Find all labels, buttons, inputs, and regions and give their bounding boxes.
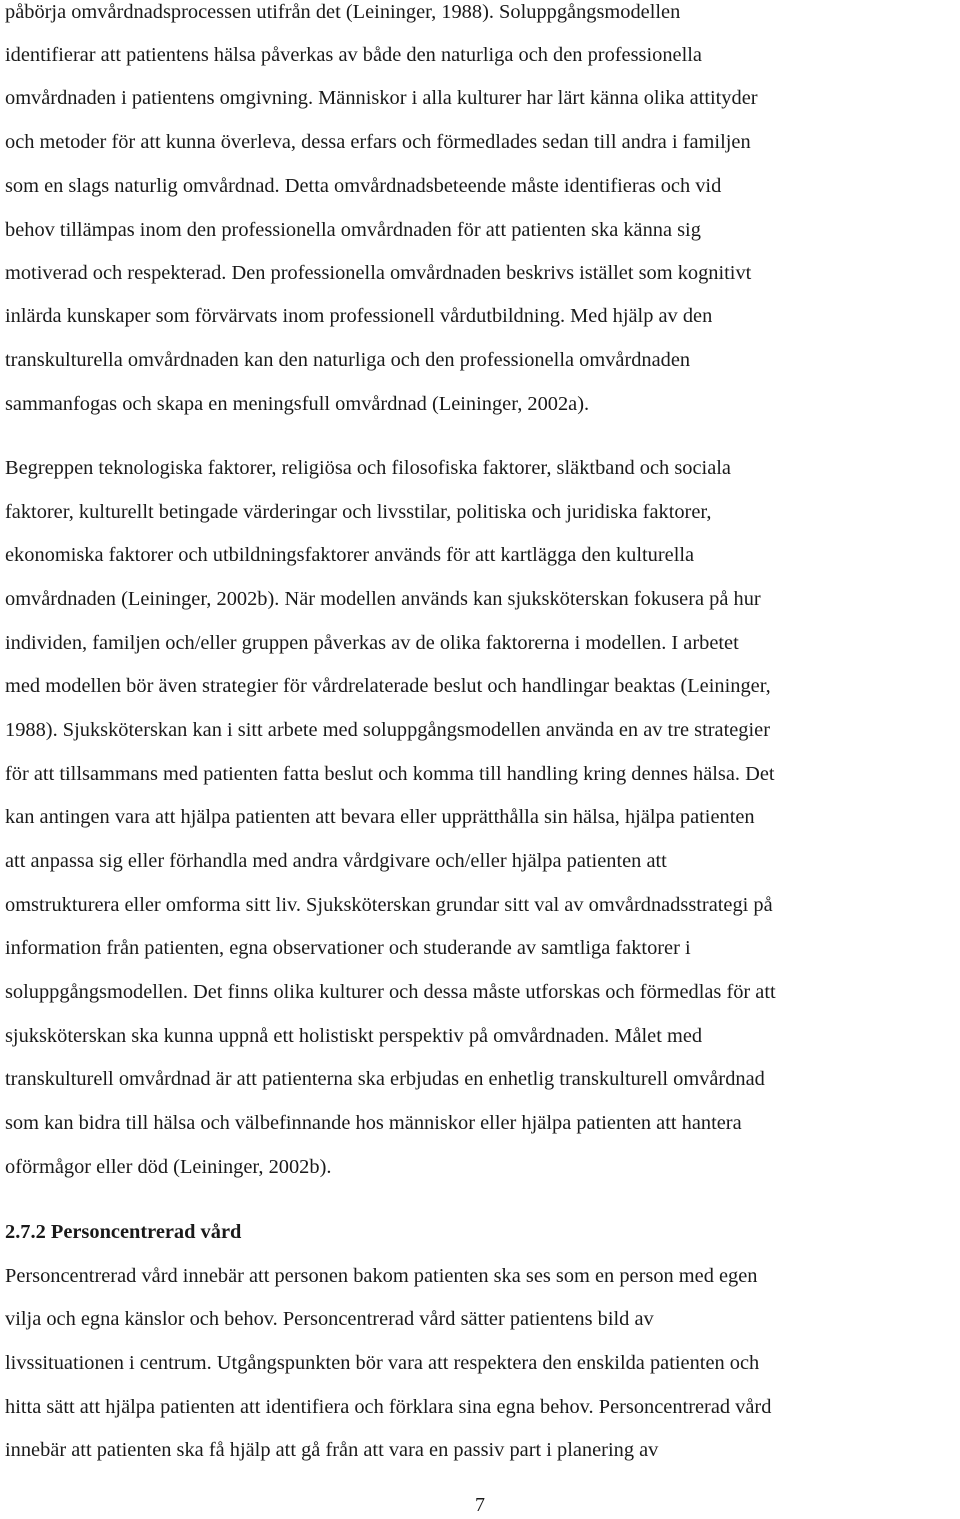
text-line: omvårdnaden i patientens omgivning. Människor i alla kulturer har lärt känna olika attityder (5, 87, 758, 109)
text-line: motiverad och respekterad. Den professionella omvårdnaden beskrivs istället som kognitivt (5, 262, 752, 284)
text-line: hitta sätt att hjälpa patienten att identifiera och förklara sina egna behov. Personcentrerad vård (5, 1396, 772, 1418)
text-line: omstrukturera eller omforma sitt liv. Sjuksköterskan grundar sitt val av omvårdnadsstrategi på (5, 894, 773, 916)
text-line: soluppgångsmodellen. Det finns olika kulturer och dessa måste utforskas och förmedlas för att (5, 981, 776, 1003)
text-line: ekonomiska faktorer och utbildningsfaktorer används för att kartlägga den kulturella (5, 544, 695, 566)
text-line: Begreppen teknologiska faktorer, religiösa och filosofiska faktorer, släktband och sociala (5, 457, 731, 479)
text-line: livssituationen i centrum. Utgångspunkten bör vara att respektera den enskilda patienten och (5, 1352, 760, 1374)
text-line: innebär att patienten ska få hjälp att gå från att vara en passiv part i planering av (5, 1439, 659, 1461)
text-line: individen, familjen och/eller gruppen påverkas av de olika faktorerna i modellen. I arbetet (5, 632, 739, 654)
text-line: med modellen bör även strategier för vårdrelaterade beslut och handlingar beaktas (Leininger, (5, 675, 771, 697)
text-line: 1988). Sjuksköterskan kan i sitt arbete med soluppgångsmodellen använda en av tre strategier (5, 719, 771, 741)
text-line: identifierar att patientens hälsa påverkas av både den naturliga och den professionella (5, 44, 702, 66)
text-line: sjuksköterskan ska kunna uppnå ett holistiskt perspektiv på omvårdnaden. Målet med (5, 1025, 703, 1047)
text-line: information från patienten, egna observationer och studerande av samtliga faktorer i (5, 937, 691, 959)
text-line: vilja och egna känslor och behov. Personcentrerad vård sätter patientens bild av (5, 1308, 654, 1330)
text-line: behov tillämpas inom den professionella omvårdnaden för att patienten ska känna sig (5, 219, 701, 241)
text-line: och metoder för att kunna överleva, dessa erfars och förmedlades sedan till andra i familjen (5, 131, 751, 153)
text-line: som en slags naturlig omvårdnad. Detta omvårdnadsbeteende måste identifieras och vid (5, 175, 722, 197)
page-number: 7 (475, 1494, 485, 1516)
text-line: att anpassa sig eller förhandla med andra vårdgivare och/eller hjälpa patienten att (5, 850, 667, 872)
text-line: transkulturella omvårdnaden kan den naturliga och den professionella omvårdnaden (5, 349, 691, 371)
text-line: Personcentrerad vård innebär att personen bakom patienten ska ses som en person med egen (5, 1265, 758, 1287)
text-line: som kan bidra till hälsa och välbefinnande hos människor eller hjälpa patienten att hantera (5, 1112, 742, 1134)
text-line: faktorer, kulturellt betingade värderingar och livsstilar, politiska och juridiska faktorer, (5, 501, 712, 523)
text-line: påbörja omvårdnadsprocessen utifrån det (Leininger, 1988). Soluppgångsmodellen (5, 1, 681, 23)
text-line: för att tillsammans med patienten fatta beslut och komma till handling kring dennes hälsa. Det (5, 763, 775, 785)
text-line: omvårdnaden (Leininger, 2002b). När modellen används kan sjuksköterskan fokusera på hur (5, 588, 761, 610)
section-heading: 2.7.2 Personcentrerad vård (5, 1221, 242, 1243)
text-line: transkulturell omvårdnad är att patienterna ska erbjudas en enhetlig transkulturell omvårdnad (5, 1068, 765, 1090)
text-line: kan antingen vara att hjälpa patienten att bevara eller upprätthålla sin hälsa, hjälpa patienten (5, 806, 755, 828)
text-line: oförmågor eller död (Leininger, 2002b). (5, 1156, 332, 1178)
text-line: sammanfogas och skapa en meningsfull omvårdnad (Leininger, 2002a). (5, 393, 590, 415)
text-line: inlärda kunskaper som förvärvats inom professionell vårdutbildning. Med hjälp av den (5, 305, 713, 327)
